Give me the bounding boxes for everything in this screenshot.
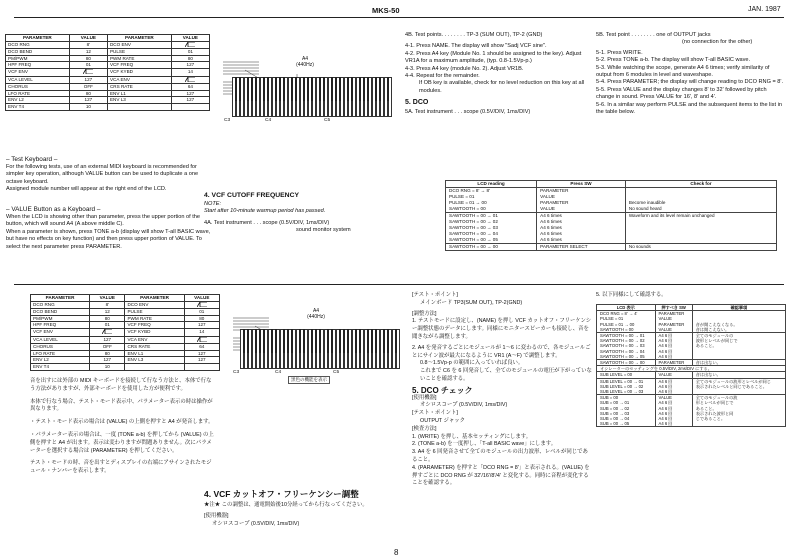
test-keyboard-section <box>6 155 211 194</box>
check-cell: A4 6 回 A4 6 回 A4 6 回 A4 6 回 A4 6 回 <box>655 333 692 360</box>
param-cell <box>171 103 209 110</box>
check-header: 押すべき SW <box>655 305 692 311</box>
test-point: 5B. Test point . . . . . . . . one of OUTPUT jacks <box>596 32 711 38</box>
black-key <box>387 329 390 353</box>
vcf-section-en <box>204 192 394 235</box>
param-header: VALUE <box>171 35 209 42</box>
black-key <box>331 77 334 101</box>
black-key <box>359 329 362 353</box>
black-key <box>331 329 334 353</box>
param-cell: ENV L2 <box>31 357 90 364</box>
param-cell: VCA ENV <box>107 76 171 84</box>
param-cell: 64 <box>171 84 209 91</box>
param-cell: 80 <box>90 350 125 357</box>
c5-label: C5 <box>324 118 331 123</box>
param-header: VALUE <box>184 295 219 302</box>
envelope-polarity-icon <box>197 302 207 307</box>
black-key <box>311 77 314 101</box>
check-row <box>446 244 777 251</box>
param-cell: PULSE <box>107 49 171 56</box>
keyboard-caption-jp: 黒色の機能を表示 <box>288 376 330 384</box>
param-cell: 14 <box>171 68 209 76</box>
step-5-6: 5-6. In a similar way perform PULSE and the subsequent items to the list in the table below. <box>596 101 782 116</box>
test-keyboard-title: – Test Keyboard – <box>6 156 58 163</box>
step-4-1: 4-1. Press NAME. The display will show "Sadj VCF sine". <box>405 43 547 50</box>
param-cell: DCO ENV <box>107 41 171 49</box>
param-cell: 8' <box>69 41 107 49</box>
param-cell: 127 <box>69 97 107 104</box>
param-cell: DCO BEND <box>31 309 90 316</box>
jp-step-1: 1. テストモードに設定し、(NAME) を押し VCF カットオフ・フリーケンシー調整状態のデータにします。同様にモニタースピーカーも接続し、音を聞きながら調整します。 <box>412 318 592 340</box>
param-cell: 01 <box>90 322 125 329</box>
param-cell: 01 <box>184 309 219 316</box>
param-cell: 80 <box>90 315 125 322</box>
check-header: 確認事項 <box>692 305 785 311</box>
black-key <box>291 329 294 353</box>
black-key <box>367 77 370 101</box>
jp-check-2: 2. (TONE a-b) を一度押し、「T-all BASIC wave」にします。 <box>412 441 557 448</box>
black-key <box>375 77 378 101</box>
parameter-table-jp <box>30 294 220 371</box>
black-key <box>339 77 342 101</box>
param-cell: 127 <box>171 97 209 104</box>
param-cell: 127 <box>184 322 219 329</box>
value-button-body2: When a parameter is shown, press TONE a-b (display will show T-all BASIC wave, but have no effects on key function) and then press upper portion of VALUE. To select the next parameter press PARAMETER. <box>6 228 211 250</box>
param-cell: PM/PWM <box>6 55 70 62</box>
param-cell: ENV T4 <box>31 363 90 370</box>
black-key <box>247 329 250 353</box>
jp-tp-label: [テスト・ポイント] <box>412 410 458 417</box>
jp-method-label: [調整方法] <box>412 310 437 317</box>
a4-frequency: (440Hz) <box>296 62 314 68</box>
check-row <box>597 311 786 333</box>
param-cell: LFO RATE <box>31 350 90 357</box>
step-5-1: 5-1. Press WRITE. <box>596 49 643 56</box>
check-cell: SUB LEVEL = 00 <box>597 372 656 378</box>
param-row <box>6 68 210 76</box>
param-cell: 10 <box>90 363 125 370</box>
black-key <box>247 77 250 101</box>
check-header: Check for <box>625 181 776 188</box>
vcf-section-jp <box>204 488 414 528</box>
envelope-polarity-icon <box>83 69 93 74</box>
param-cell: 127 <box>90 336 125 344</box>
a4-marker-en <box>293 56 317 68</box>
param-row <box>31 328 220 336</box>
param-cell: 12 <box>90 309 125 316</box>
black-key <box>375 329 378 353</box>
left-column-jp <box>30 378 215 476</box>
param-cell: OFF <box>90 344 125 351</box>
jp-para-5: テスト・モードの時、音を出すとディスプレイの右端にアサインされたモジュール・ナンバーを表示します。 <box>30 460 212 475</box>
jp-step-2c: これまで C6 を 6 回発音して、全てのモジュールの電圧が下がっていないことを確認する。 <box>420 368 592 382</box>
param-cell: DCO ENV <box>125 301 184 309</box>
middle-column-jp <box>412 292 592 488</box>
param-cell: 64 <box>184 344 219 351</box>
param-header: PARAMETER <box>107 35 171 42</box>
param-row <box>31 344 220 351</box>
param-cell: 127 <box>90 357 125 364</box>
param-row <box>6 49 210 56</box>
black-key <box>395 329 398 353</box>
model-title: MKS-50 <box>372 6 400 15</box>
param-header: PARAMETER <box>125 295 184 302</box>
jp-instrument: オシロスコープ (0.5V/DIV, 1ms/DIV) <box>420 402 508 409</box>
param-cell <box>184 363 219 370</box>
black-key <box>315 329 318 353</box>
black-key <box>359 77 362 101</box>
check-header: LCD reading <box>446 181 537 188</box>
vcf-test-instrument: 4A. Test instrument . . . scope (0.5V/DIV, 1ms/DIV) <box>204 219 330 226</box>
param-cell: 8' <box>90 301 125 309</box>
jp-step-2: 2. A4 を発音するごとにモジュールが 1～6 に変わるので、各モジュールごとにサイン波が最大になるように VR1 (A～F) で調整します。 <box>412 344 591 359</box>
jp-tp: OUTPUT ジャック <box>420 417 466 424</box>
header-rule <box>14 17 784 18</box>
vcf-note-label: NOTE: <box>204 201 222 207</box>
jp-step-2b: 0.8～1.5Vp-p の範囲に入っていれば良い。 <box>420 360 524 367</box>
black-key <box>275 329 278 353</box>
vcf-note-body: Start after 10-minute warmup period has passed. <box>204 208 326 215</box>
black-key <box>235 77 238 101</box>
check-cell: 全てのモジュールの波形とレベルが同じ 表示されたレベルと同じであること。 <box>692 378 785 395</box>
black-key <box>343 329 346 353</box>
param-cell: VCF KYBD <box>125 328 184 336</box>
black-key <box>303 77 306 101</box>
step-5-4: 5-4. Press PARAMETER; the display will change reading to DCO RNG = 8'. <box>596 79 784 86</box>
param-row <box>6 55 210 62</box>
check-cell: 全てのモジュールの 波形とレベルが同じで あること。 <box>692 333 785 360</box>
dco-test-instrument: 5A. Test instrument . . . scope (0.5V/DIV, 1ms/DIV) <box>405 109 531 116</box>
envelope-polarity-icon <box>102 329 112 334</box>
check-cell: A4 6 回 A4 6 回 A4 6 回 <box>655 378 692 395</box>
param-cell <box>90 328 125 336</box>
black-key <box>303 329 306 353</box>
check-cell: SUB LEVEL = 00 → 01 SUB LEVEL = 00 → 02 SUB LEVEL = 00 → 03 <box>597 378 656 395</box>
black-key <box>319 77 322 101</box>
param-cell: VCA LEVEL <box>31 336 90 344</box>
step-5-2: 5-2. Press TONE a-b. The display will show T-all BASIC wave. <box>596 57 751 64</box>
check-header: Press SW <box>537 181 626 188</box>
param-header: PARAMETER <box>31 295 90 302</box>
jp-para-2: 本体で行なう場合、テスト・モード表示中、パラメーター表示の時は操作が異なります。 <box>30 398 213 413</box>
black-key <box>263 77 266 101</box>
check-cell: PARAMETER <box>655 360 692 366</box>
jp-check-4: 4. (PARAMETER) を押すと「DCO RNG = 8'」と表示される。(VALUE) を押すごとに DCO RNG が 32'/16'/8'/4' と変化する。同時に音程が変化することを確認する。 <box>412 464 590 487</box>
section-divider <box>14 284 784 285</box>
param-row <box>6 103 210 110</box>
param-cell: 14 <box>184 328 219 336</box>
jp-check-1: 1. (WRITE) を押し、基本セッティングにします。 <box>412 433 532 440</box>
param-row <box>6 76 210 84</box>
param-cell: PM/PWM <box>31 315 90 322</box>
param-cell <box>69 68 107 76</box>
param-cell: CHORUS <box>6 84 70 91</box>
black-key <box>347 77 350 101</box>
black-key <box>363 77 366 101</box>
param-cell: LFO RATE <box>6 90 70 97</box>
step-4-4: 4-4. Repeat for the remainder. <box>405 73 480 80</box>
param-cell: DCO RNG <box>31 301 90 309</box>
param-cell: ENV L2 <box>6 97 70 104</box>
param-cell: 80 <box>171 55 209 62</box>
param-row <box>6 97 210 104</box>
check-table-en <box>445 180 777 251</box>
black-key <box>347 329 350 353</box>
param-cell: VCA LEVEL <box>6 76 70 84</box>
check-row <box>446 188 777 213</box>
param-cell: VCF FREQ <box>107 62 171 69</box>
value-button-body: When the LCD is showing other than parameter, press the upper portion of the button, which will sound A4 (A above middle C). <box>6 214 201 228</box>
check-cell: 音は出ない。 <box>692 360 785 366</box>
black-key <box>307 77 310 101</box>
black-key <box>287 329 290 353</box>
black-key <box>367 329 370 353</box>
param-cell: 80 <box>69 55 107 62</box>
envelope-polarity-icon <box>185 42 195 47</box>
check-cell: 音が聞こえなくなる。 音は聞こえない。 <box>692 311 785 333</box>
param-cell: 127 <box>184 357 219 364</box>
check-cell: No sounds <box>625 244 776 251</box>
check-cell: SAWTOOTH = 00 → 00 <box>446 244 537 251</box>
a4-marker-jp <box>304 308 328 320</box>
param-row <box>31 322 220 329</box>
black-key <box>267 77 270 101</box>
param-cell: HPF FREQ <box>6 62 70 69</box>
jp-dco-title: 5. DCO チェック <box>412 385 473 395</box>
param-cell: VCF FREQ <box>125 322 184 329</box>
param-cell: HPF FREQ <box>31 322 90 329</box>
param-row <box>6 90 210 97</box>
c3-label: C3 <box>224 118 231 123</box>
black-key <box>383 329 386 353</box>
envelope-polarity-icon <box>185 77 195 82</box>
black-key <box>323 77 326 101</box>
param-cell: VCF ENV <box>6 68 70 76</box>
param-cell: 12 <box>69 49 107 56</box>
param-cell: PULSE <box>125 309 184 316</box>
param-cell: VCF KYBD <box>107 68 171 76</box>
black-key <box>271 329 274 353</box>
a4-frequency-jp: (440Hz) <box>307 314 325 320</box>
dco-title: 5. DCO <box>405 99 429 107</box>
check-cell: PARAMETER VALUE PARAMETER VALUE <box>537 188 626 213</box>
check-row <box>446 213 777 244</box>
param-row <box>31 309 220 316</box>
param-row <box>31 336 220 344</box>
param-cell: 10 <box>69 103 107 110</box>
check-cell: SUB = 00 SUB = 00 → 01 SUB = 00 → 02 SUB = 00 → 03 SUB = 00 → 04 SUB = 00 → 05 <box>597 395 656 427</box>
check-cell: SAWTOOTH = 00 → 01 SAWTOOTH = 00 → 02 SAWTOOTH = 00 → 03 SAWTOOTH = 00 → 04 SAWTOOTH = 00 → 05 <box>446 213 537 244</box>
check-cell: 全てのモジュールの波 形とレベルが同じで あること。 表示された波形と同 じであること。 <box>692 395 785 427</box>
param-cell: 127 <box>171 90 209 97</box>
piano-keyboard-jp <box>240 329 400 369</box>
jp-test-point: メインボード TP3(SUM OUT), TP-2(GND) <box>420 299 523 306</box>
param-cell: ENV L1 <box>125 350 184 357</box>
black-key <box>339 329 342 353</box>
jp-check-3: 3. A4 を 6 回発音させて全てのモジュールの出力波形、レベルが同じであること。 <box>412 449 588 463</box>
c4-label: C4 <box>265 118 272 123</box>
check-header: LCD 表示 <box>597 305 656 311</box>
param-cell <box>184 301 219 309</box>
param-cell: ENV L3 <box>125 357 184 364</box>
param-cell: OFF <box>69 84 107 91</box>
param-cell: 127 <box>184 350 219 357</box>
param-cell: CRS RATE <box>125 344 184 351</box>
jp-para-1: 音を出すには外部の MIDI キーボードを接続して行なう方法と、本体で行なう方法がありますが、外部キーボードを使用した方が便利です。 <box>30 378 212 392</box>
check-cell: オシレーターのセッティングを 0.5V/DIV, 2ms/DIV にする。 <box>597 366 786 372</box>
vcf-note-jp: ★注★ この調整は、通電開始後10分経ってから行なってください。 <box>204 502 368 508</box>
jp-right-intro: 5. 以下同様にして確認する。 <box>596 292 667 298</box>
step-5-5: 5-5. Press VALUE and the display changes 8' to 32' followed by pitch change in sound. Press VALUE for 16', 8' and 4'. <box>596 86 767 101</box>
black-key <box>299 329 302 353</box>
black-key <box>283 77 286 101</box>
black-key <box>251 77 254 101</box>
check-cell: DCO RNG = 8' → 4' PULSE = 01 PULSE = 01 → 00 SAWTOOTH = 00 <box>597 311 656 333</box>
document-date: JAN. 1987 <box>748 6 781 13</box>
jp-para-4: ・パラメーター表示の場合は、一度 (TONE a-b) を押してから (VALUE) の上側を押すと A4 が出ます。表示は変わりますが問題ありません。次にパラメーターを選択する場合は (PARAMETER) を押してください。 <box>30 431 214 454</box>
vcf-instrument-jp: オシロスコープ (0.5V/DIV, 1ms/DIV) <box>212 520 300 527</box>
black-key <box>243 329 246 353</box>
param-cell: 127 <box>69 76 107 84</box>
param-header: VALUE <box>90 295 125 302</box>
jp-check-label: [検査方法] <box>412 425 437 432</box>
param-cell <box>171 76 209 84</box>
param-row <box>31 350 220 357</box>
param-cell <box>125 363 184 370</box>
test-point2: (no connection for the other) <box>682 39 753 46</box>
check-cell: Become inaudible No sound heard <box>625 188 776 213</box>
black-key <box>239 77 242 101</box>
param-cell: CRS RATE <box>107 84 171 91</box>
param-cell: 80 <box>184 315 219 322</box>
check-cell: PARAMETER VALUE PARAMETER VALUE <box>655 311 692 333</box>
black-key <box>279 77 282 101</box>
param-cell: VCF ENV <box>31 328 90 336</box>
param-row <box>6 41 210 49</box>
param-header: PARAMETER <box>6 35 70 42</box>
param-cell: 01 <box>171 49 209 56</box>
step-4-2: 4-2. Press A4 key (Module No. 1 should be assigned to the key). Adjust VR1A for a maximum amplitude, (typ. 0.8-1.5Vp-p.) <box>405 50 582 65</box>
test-keyboard-body2: Assigned module number will appear at the right end of the LCD. <box>6 186 167 193</box>
check-row <box>597 395 786 427</box>
param-cell: 01 <box>69 62 107 69</box>
param-cell: 127 <box>171 62 209 69</box>
param-row <box>6 84 210 91</box>
param-cell: ENV T4 <box>6 103 70 110</box>
vcf-title: 4. VCF CUTOFF FREQUENCY <box>204 192 300 199</box>
black-key <box>259 329 262 353</box>
check-cell: PARAMETER SELECT <box>537 244 626 251</box>
param-row <box>31 363 220 370</box>
c4-label-jp: C4 <box>275 370 282 375</box>
black-key <box>387 77 390 101</box>
black-key <box>351 77 354 101</box>
black-key <box>335 77 338 101</box>
param-cell <box>171 41 209 49</box>
check-cell: SAWTOOTH = 00 → 01 SAWTOOTH = 00 → 02 SAWTOOTH = 00 → 03 SAWTOOTH = 00 → 04 SAWTOOTH = 00 → 05 <box>597 333 656 360</box>
param-cell: DCO RNG <box>6 41 70 49</box>
check-cell: DCO RNG = 8' → 8' PULSE = 01 PULSE = 01 → 00 SAWTOOTH = 00 <box>446 188 537 213</box>
check-row <box>597 333 786 360</box>
black-key <box>355 329 358 353</box>
check-table-jp <box>596 304 786 427</box>
parameter-table-en <box>5 34 210 111</box>
vcf-test-instrument2: sound monitor system <box>296 227 351 234</box>
envelope-polarity-icon <box>197 337 207 342</box>
param-row <box>31 301 220 309</box>
step-5-3: 5-3. While watching the scope, generate A4 6 times; verify similarity of output from 6 modules in level and waveshape. <box>596 64 770 79</box>
black-key <box>311 329 314 353</box>
step-4-3: 4-3. Press A4 key (module No. 2). Adjust VR1B. <box>405 65 524 72</box>
black-key <box>319 329 322 353</box>
param-cell: 80 <box>69 90 107 97</box>
param-row <box>31 315 220 322</box>
check-row <box>597 378 786 395</box>
black-key <box>255 329 258 353</box>
test-keyboard-body: For the following tests, use of an external MIDI keyboard is recommended for simpler key operation, although VALUE button can be used to duplicate a one octave keyboard. <box>6 164 199 185</box>
param-cell: PWM RATE <box>107 55 171 62</box>
check-cell: Waveform and its level remain unchanged <box>625 213 776 244</box>
step-note: If OB key is available, check for no level reduction on this key at all modules. <box>419 80 585 94</box>
check-cell: SAWTOOTH = 00 → 00 <box>597 360 656 366</box>
param-row <box>6 62 210 69</box>
jp-test-point-label: [テスト・ポイント] <box>412 292 458 298</box>
black-key <box>295 77 298 101</box>
value-button-section <box>6 205 211 251</box>
param-cell <box>184 336 219 344</box>
param-cell: VCA ENV <box>125 336 184 344</box>
vcf-instrument-label-jp: [使用機器] <box>204 512 229 519</box>
param-header: VALUE <box>69 35 107 42</box>
test-points: 4B. Test points. . . . . . . . TP-3 (SUM OUT), TP-2 (GND) <box>405 32 543 38</box>
black-key <box>263 329 266 353</box>
param-cell: CHORUS <box>31 344 90 351</box>
page-number: 8 <box>394 548 399 557</box>
black-key <box>327 329 330 353</box>
param-cell: ENV L1 <box>107 90 171 97</box>
black-key <box>283 329 286 353</box>
a4-label: A4 <box>301 56 309 62</box>
check-cell: 音は出ない。 <box>692 372 785 378</box>
param-cell: PWM RATE <box>125 315 184 322</box>
check-cell: A4 6 times A4 6 times A4 6 times A4 6 times A4 6 times <box>537 213 626 244</box>
param-row <box>31 357 220 364</box>
black-key <box>275 77 278 101</box>
jp-para-3: ・テスト・モード表示の場合は (VALUE) の上側を押すと A4 が発音します。 <box>30 419 214 426</box>
middle-column-en <box>405 32 590 117</box>
black-key <box>255 77 258 101</box>
param-cell: ENV L3 <box>107 97 171 104</box>
param-cell: DCO BEND <box>6 49 70 56</box>
jp-instrument-label: [使用機器] <box>412 394 437 401</box>
c5-label-jp: C5 <box>333 370 340 375</box>
piano-keyboard-en <box>232 77 392 117</box>
param-cell <box>107 103 171 110</box>
vcf-title-jp: 4. VCF カットオフ・フリーケンシー調整 <box>204 489 359 499</box>
black-key <box>291 77 294 101</box>
value-button-title: – VALUE Button as a Keyboard – <box>6 206 101 213</box>
right-column-en <box>596 32 784 116</box>
c3-label-jp: C3 <box>233 370 240 375</box>
check-cell: VALUE <box>655 372 692 378</box>
a4-label-jp: A4 <box>312 308 320 314</box>
black-key <box>371 329 374 353</box>
black-key <box>379 77 382 101</box>
check-cell: VALUE A4 6 回 A4 6 回 A4 6 回 A4 6 回 A4 6 回 <box>655 395 692 427</box>
